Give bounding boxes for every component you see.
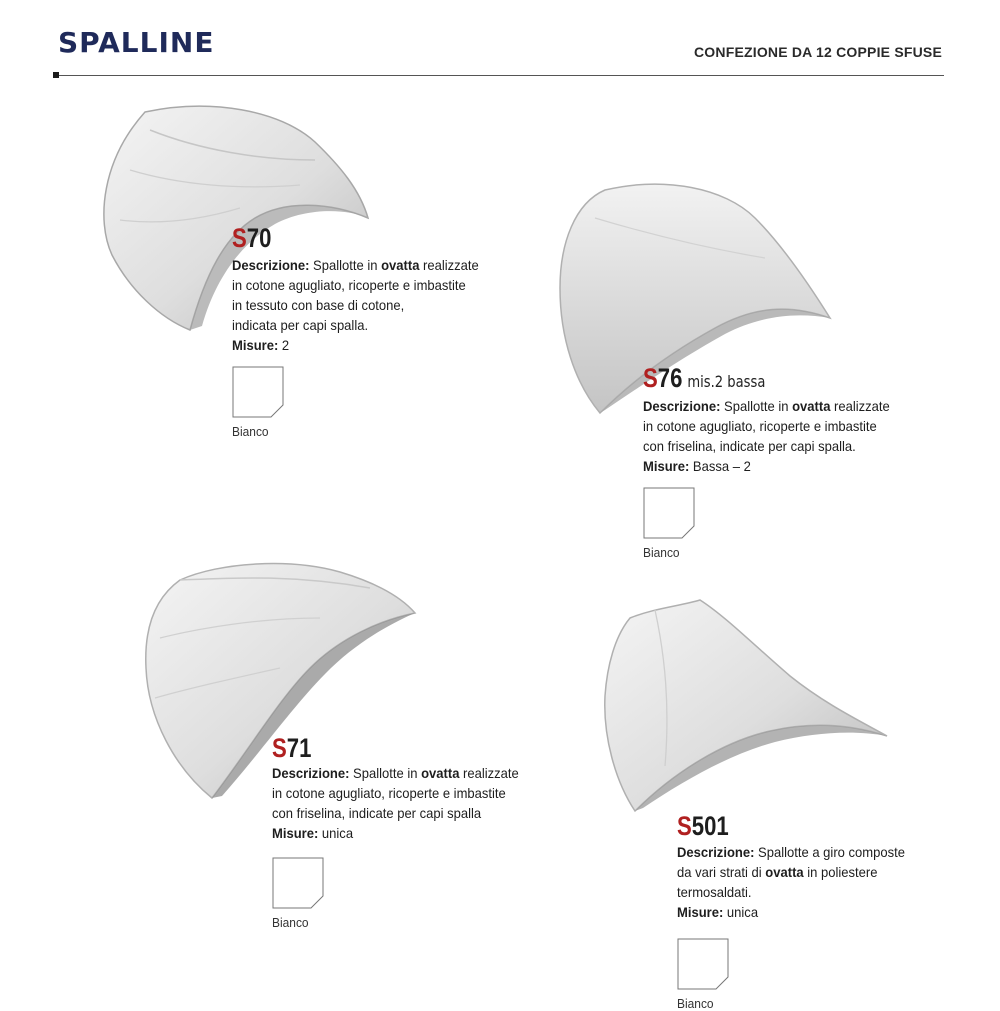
product-s71 [272, 734, 572, 843]
product-s70 [232, 224, 532, 355]
white-swatch-icon [643, 487, 695, 539]
product-description: Descrizione: Spallotte in ovatta realizzate in cotone agugliato, ricoperte e imbastite con friselina, indicate per capi spalla. Misure: Bassa – 2 [643, 398, 890, 474]
color-swatch-s76 [643, 487, 695, 560]
shoulder-pad-s501-image [595, 596, 895, 816]
handwritten-note: mis.2 bassa [687, 372, 766, 391]
product-description: Descrizione: Spallotte in ovatta realizzate in cotone agugliato, ricoperte e imbastite in tessuto con base di cotone, indicata per capi spalla. Misure: 2 [232, 257, 479, 353]
white-swatch-icon [272, 857, 324, 909]
product-description: Descrizione: Spallotte in ovatta realizzate in cotone agugliato, ricoperte e imbastite con friselina, indicate per capi spalla Misure: unica [272, 765, 519, 841]
header-rule [54, 75, 944, 76]
color-label: Bianco [643, 545, 680, 560]
color-swatch-s70 [232, 366, 284, 439]
product-code: S501 [677, 811, 729, 841]
product-code: S71 [272, 733, 312, 763]
white-swatch-icon [677, 938, 729, 990]
product-s76 [643, 364, 943, 476]
header-rule-dot [53, 72, 59, 78]
product-code: S70 [232, 223, 272, 253]
page-title: SPALLINE [58, 26, 215, 59]
page-subtitle: CONFEZIONE DA 12 COPPIE SFUSE [694, 44, 942, 60]
color-swatch-s501 [677, 938, 729, 1011]
color-label: Bianco [272, 915, 309, 930]
color-label: Bianco [677, 996, 714, 1011]
white-swatch-icon [232, 366, 284, 418]
product-code: S76 mis.2 bassa [643, 363, 766, 393]
product-s501 [677, 812, 977, 922]
product-description: Descrizione: Spallotte a giro composte da vari strati di ovatta in poliestere termosaldati. Misure: unica [677, 844, 905, 920]
color-label: Bianco [232, 424, 269, 439]
color-swatch-s71 [272, 857, 324, 930]
